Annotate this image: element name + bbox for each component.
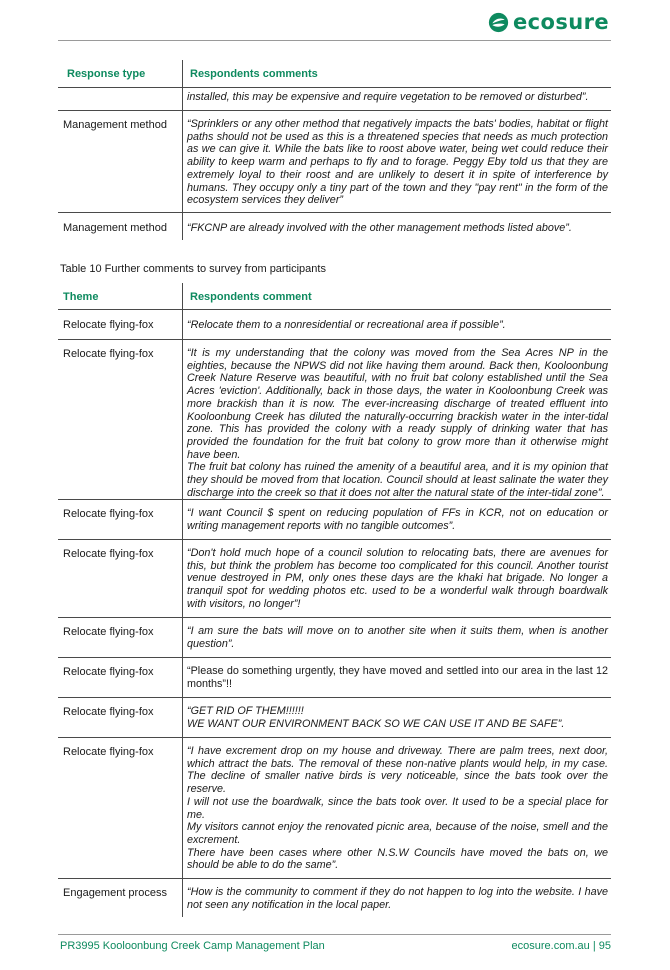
comment-cell: “FKCNP are already involved with the other management methods listed above”. — [182, 213, 611, 240]
table-row — [58, 310, 611, 340]
comment-cell — [182, 658, 611, 697]
comment-cell — [182, 618, 611, 657]
table-row — [58, 111, 611, 213]
comment-paragraph: “Relocate them to a nonresidential or recreational area if possible”. — [187, 319, 506, 331]
comment-paragraph: “I have excrement drop on my house and driveway. There are palm trees, next door, which attract the bats. The removal of these non-native plants would help, in my case. The decline of smaller native birds is very noticeable, since the bats took over the reserve. — [187, 745, 608, 796]
comment-cell — [182, 540, 611, 617]
comment-paragraph: “GET RID OF THEM!!!!!! — [187, 705, 304, 717]
comment-cell — [182, 500, 611, 539]
page-footer — [58, 934, 611, 952]
comment-paragraph: “It is my understanding that the colony was moved from the Sea Acres NP in the eighties, because the NPWS did not like having them around. Back then, Kooloonbung Creek Nature Reserve was beautiful, with no fruit bat colony established until the Sea Acres 'eviction'. Additionally, back in those days, the water in Kooloonbung Creek was more brackish than it is now. The ever-increasing discharge of treated effluent into Kooloonbung Creek has diluted the naturally-occurring brackish water in the inter-tidal zone. This has provided the colony with a ready supply of drinking water that has provided the foundation for the fruit bat colony to grow more than it otherwise might have been. — [187, 347, 608, 461]
comment-paragraph: The fruit bat colony has ruined the amenity of a beautiful area, and it is my opinion that they should be moved from that location. Council should at least salinate the water they discharge into the creek so that it does not alter the natural state of the inter-tidal zone”. — [187, 461, 608, 499]
table-header-row — [58, 283, 611, 310]
comment-cell: “Sprinklers or any other method that negatively impacts the bats' bodies, habitat or flight paths should not be used as this is a threatened species that needs as much protection as we can give it. While the bats like to roost above water, being wet could reduce their ability to keep warm and perhaps to fly and to forage. Peggy Eby told us that they are extremely loyal to their roost and are unlikely to desert it in spite of interference by humans. They occupy only a tiny part of the town and they "pay rent" in the form of the ecosystem services they deliver” — [182, 111, 611, 212]
page-header — [58, 0, 611, 41]
comment-paragraph: “I want Council $ spent on reducing population of FFs in KCR, not on education or writing management reports with no tangible outcomes”. — [187, 507, 608, 532]
comment-paragraph: “Please do something urgently, they have moved and settled into our area in the last 12 months”!! — [187, 665, 608, 690]
theme-cell: Relocate flying-fox — [63, 508, 154, 520]
further-comments-table — [58, 283, 611, 917]
table-row — [58, 213, 611, 240]
theme-cell: Relocate flying-fox — [63, 548, 154, 560]
comment-paragraph: “I am sure the bats will move on to another site when it suits them, when is another question”. — [187, 625, 608, 650]
website-page-number: ecosure.com.au | 95 — [511, 940, 611, 952]
table-row — [58, 879, 611, 917]
comment-paragraph: I will not use the boardwalk, since the bats took over. It used to be a special place for me. — [187, 795, 608, 821]
table-row — [58, 340, 611, 500]
response-table — [58, 60, 611, 240]
table-caption: Table 10 Further comments to survey from participants — [60, 263, 326, 275]
comment-paragraph: My visitors cannot enjoy the renovated picnic area, because of the noise, smell and the excrement. — [187, 821, 608, 846]
table-row — [58, 658, 611, 698]
comment-cell: installed, this may be expensive and require vegetation to be removed or disturbed”. — [182, 88, 611, 110]
theme-cell: Engagement process — [63, 887, 167, 899]
response-type-cell — [58, 88, 182, 110]
comment-paragraph: There have been cases where other N.S.W Councils have moved the bats on, we should be able to do the same”. — [187, 846, 608, 872]
table-row — [58, 500, 611, 540]
comment-paragraph: “Don't hold much hope of a council solution to relocating bats, there are avenues for this, but think the problem has become too complicated for this council. Another tourist venue destroyed in PM, only ones these days are the khaki hat brigade. No longer a tranquil spot for wedding photos etc. used to be a wonderful walk through boardwalk with visitors, no longer”! — [187, 547, 608, 610]
column-header-respondents-comments: Respondents comments — [182, 60, 611, 87]
comment-cell — [182, 738, 611, 878]
table-row — [58, 698, 611, 738]
theme-cell: Relocate flying-fox — [63, 666, 154, 678]
logo-text: ecosure — [513, 10, 609, 34]
table-row — [58, 618, 611, 658]
comment-cell — [182, 340, 611, 499]
theme-cell: Relocate flying-fox — [63, 706, 154, 718]
table-row — [58, 88, 611, 111]
theme-cell: Relocate flying-fox — [63, 746, 154, 758]
comment-paragraph: “How is the community to comment if they do not happen to log into the website. I have not seen any notification in the local paper. — [187, 886, 608, 911]
theme-cell: Relocate flying-fox — [63, 319, 154, 331]
column-header-response-type: Response type — [67, 68, 146, 80]
theme-cell: Relocate flying-fox — [63, 348, 154, 360]
ecosure-logo — [488, 12, 609, 33]
comment-cell — [182, 879, 611, 917]
table-row — [58, 540, 611, 618]
document-title: PR3995 Kooloonbung Creek Camp Management Plan — [60, 940, 325, 952]
theme-cell: Relocate flying-fox — [63, 626, 154, 638]
comment-paragraph: WE WANT OUR ENVIRONMENT BACK SO WE CAN USE IT AND BE SAFE”. — [187, 717, 565, 730]
column-header-respondents-comment: Respondents comment — [182, 283, 611, 309]
response-type-cell: Management method — [63, 222, 167, 234]
response-type-cell: Management method — [63, 119, 167, 131]
table-header-row — [58, 60, 611, 88]
table-row — [58, 738, 611, 879]
ecosure-leaf-icon — [488, 12, 509, 33]
column-header-theme: Theme — [63, 291, 99, 303]
comment-cell — [182, 310, 611, 339]
comment-cell — [182, 698, 611, 737]
